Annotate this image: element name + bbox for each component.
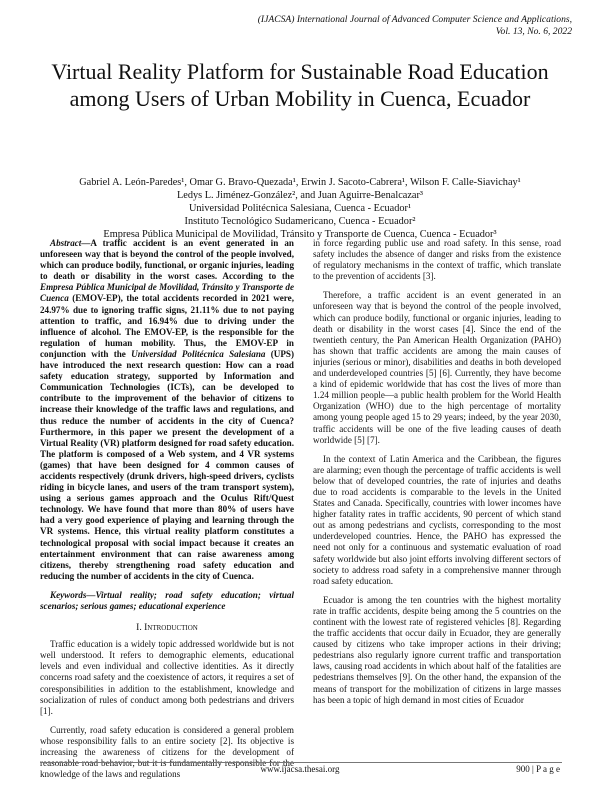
abstract-text-2: (EMOV-EP), the total accidents recorded in 2021 were, 24.97% due to ignoring traffic signs, 21.11% due to not paying attention to traffic, and 16.94% due to driving under the influence of alcohol. The EMOV-EP, is the responsible for the regulation of human mobility. Thus, the EMOV-EP in conjunction with the xyxy=(40,293,294,359)
intro-paragraph-1: Traffic education is a widely topic addressed worldwide but is not well understood. It refers to demographic elements, educational levels and even individual and collective identities. As it directly concerns road safety and the coexistence of actors, it requires a set of coresponsibilities in addition to the establishment, knowledge and socialization of rules of conduct among both pedestrians and drivers [1]. xyxy=(40,639,294,716)
footer-page-number: 900 | P a g e xyxy=(516,764,560,774)
right-paragraph-3: Ecuador is among the ten countries with the highest mortality rate in traffic accidents, despite being among the 5 countries on the continent with the lowest rate of registered vehicles [8]. Regarding the traffic accidents that occur daily in Ecuador, they are generally caused by citizens who take improper actions in their driving; pedestrians also regularly ignore current traffic and transportation laws, causing road accidents in which about half of the fatalities are pedestrians themselves [9]. On the other hand, the expansion of the means of transport for the mobilization of citizens in large masses has been a topic of high demand in most cities of Ecuador xyxy=(313,594,561,705)
author-line-2: Ledys L. Jiménez-González², and Juan Aguirre-Benalcazar³ xyxy=(176,190,424,201)
author-line-1: Gabriel A. León-Paredes¹, Omar G. Bravo-Quezada¹, Erwin J. Sacoto-Cabrera¹, Wilson F. Calle-Siavichay¹ xyxy=(79,177,521,188)
right-paragraph-1: Therefore, a traffic accident is an event generated in an unforeseen way that is beyond the control of the people involved, which can produce bodily, functional or organic injuries, leading to death or disability in the worst cases [4]. Since the end of the twentieth century, the Pan American Health Organization (PAHO) has shown that traffic accidents are among the main causes of injuries (serious or minor), disabilities and deaths in both developed and underdeveloped countries [5] [6]. Currently, they have become a kind of epidemic worldwide that has cost the lives of more than 1.24 million people—a public health problem for the World Health Organization (WHO) due to the high percentage of mortality among young people aged 15 to 29 years; indeed, by the year 2030, traffic accidents will be one of the five leading causes of death worldwide [5] [7]. xyxy=(313,290,561,445)
abstract xyxy=(40,238,294,582)
affiliation-1: Universidad Politécnica Salesiana, Cuenca - Ecuador¹ xyxy=(188,203,412,214)
intro-paragraph-2: Currently, road safety education is considered a general problem whose responsibility falls to an entire society [2]. Its objective is increasing the awareness of citizens for the development of reasonable road behavior, but it is fundamentally responsible for the knowledge of the laws and regulations xyxy=(40,724,294,780)
keywords-text: Virtual reality; road safety education; virtual scenarios; serious games; educational experience xyxy=(40,589,294,611)
footer-url[interactable]: www.ijacsa.thesai.org xyxy=(260,764,340,774)
paper-title: Virtual Reality Platform for Sustainable Road Education among Users of Urban Mobility in Cuenca, Ecuador xyxy=(51,59,549,111)
journal-volume: Vol. 13, No. 6, 2022 xyxy=(495,26,572,37)
right-paragraph-0: in force regarding public use and road safety. In this sense, road safety includes the absence of danger and risks from the existence of regulatory mechanisms in the context of traffic, which translate to the prevention of accidents [3]. xyxy=(313,238,561,282)
keywords-label: Keywords— xyxy=(50,589,96,600)
affiliation-2: Instituto Tecnológico Sudamericano, Cuenca - Ecuador² xyxy=(184,216,416,227)
right-paragraph-2: In the context of Latin America and the Caribbean, the figures are alarming; even though the percentage of traffic accidents is well below that of developed countries, the rate of injuries and deaths due to road accidents is comparable to the levels in the United States and Canada. Specifically, countries with lower incomes have higher fatality rates in traffic accidents, 90 percent of which stand out as among pedestrians and cyclists, corresponding to the most underdeveloped countries. Hence, the PAHO has expressed the need not only for a continuous and systematic evaluation of road safety worldwide but also joint efforts involving different sectors of society to address road safety in a comprehensive manner through road safety education. xyxy=(313,453,561,586)
journal-name: (IJACSA) International Journal of Advanced Computer Science and Applications, xyxy=(257,14,572,25)
abstract-text-3: (UPS) have introduced the next research question: How can a road safety education strategy, supported by Information and Communication Technologies (ICTs), can be developed to contribute to the improvement of the behavior of citizens to increase their knowledge of the traffic laws and regulations, and thus reduce the number of accidents in the city of Cuenca? Furthermore, in this paper we present the development of a Virtual Reality (VR) platform designed for road safety education. The platform is composed of a Web system, and 4 VR systems (games) that have been designed for 4 common causes of accidents respectively (drunk drivers, high-speed drivers, cyclists riding in bicycle lanes, and users of the tram transport system), using a serious games approach and the Oculus Rift/Quest technology. We have found that more than 80% of users have had a very good experience of playing and learning through the VR systems. Hence, this virtual reality platform constitutes a technological proposal with social impact because it creates an entertainment environment that can raise awareness among citizens, thereby strengthening road safety education and reducing the number of accidents in the city of Cuenca. xyxy=(40,348,294,581)
journal-header xyxy=(172,14,572,38)
right-column xyxy=(313,238,561,714)
abstract-label: Abstract— xyxy=(50,238,91,248)
author-block xyxy=(40,176,560,241)
abstract-emphasis-2: Universidad Politécnica Salesiana xyxy=(131,348,266,359)
abstract-emphasis-1: Empresa Pública Municipal de Movilidad, Tránsito y Transporte de Cuenca xyxy=(40,282,294,304)
footer-rule xyxy=(40,762,562,763)
abstract-text-1: A traffic accident is an event generated in an unforeseen way that is beyond the control of the people involved, which can produce bodily, functional, or organic injuries, leading to death or disability in the worst cases. According to the xyxy=(40,238,294,282)
affiliation-3: Empresa Pública Municipal de Movilidad, Tránsito y Transporte de Cuenca, Cuenca - Ecuador³ xyxy=(103,229,497,240)
keywords xyxy=(40,590,294,612)
left-column xyxy=(40,238,294,788)
section-heading-introduction: I. Introduction xyxy=(136,622,198,634)
